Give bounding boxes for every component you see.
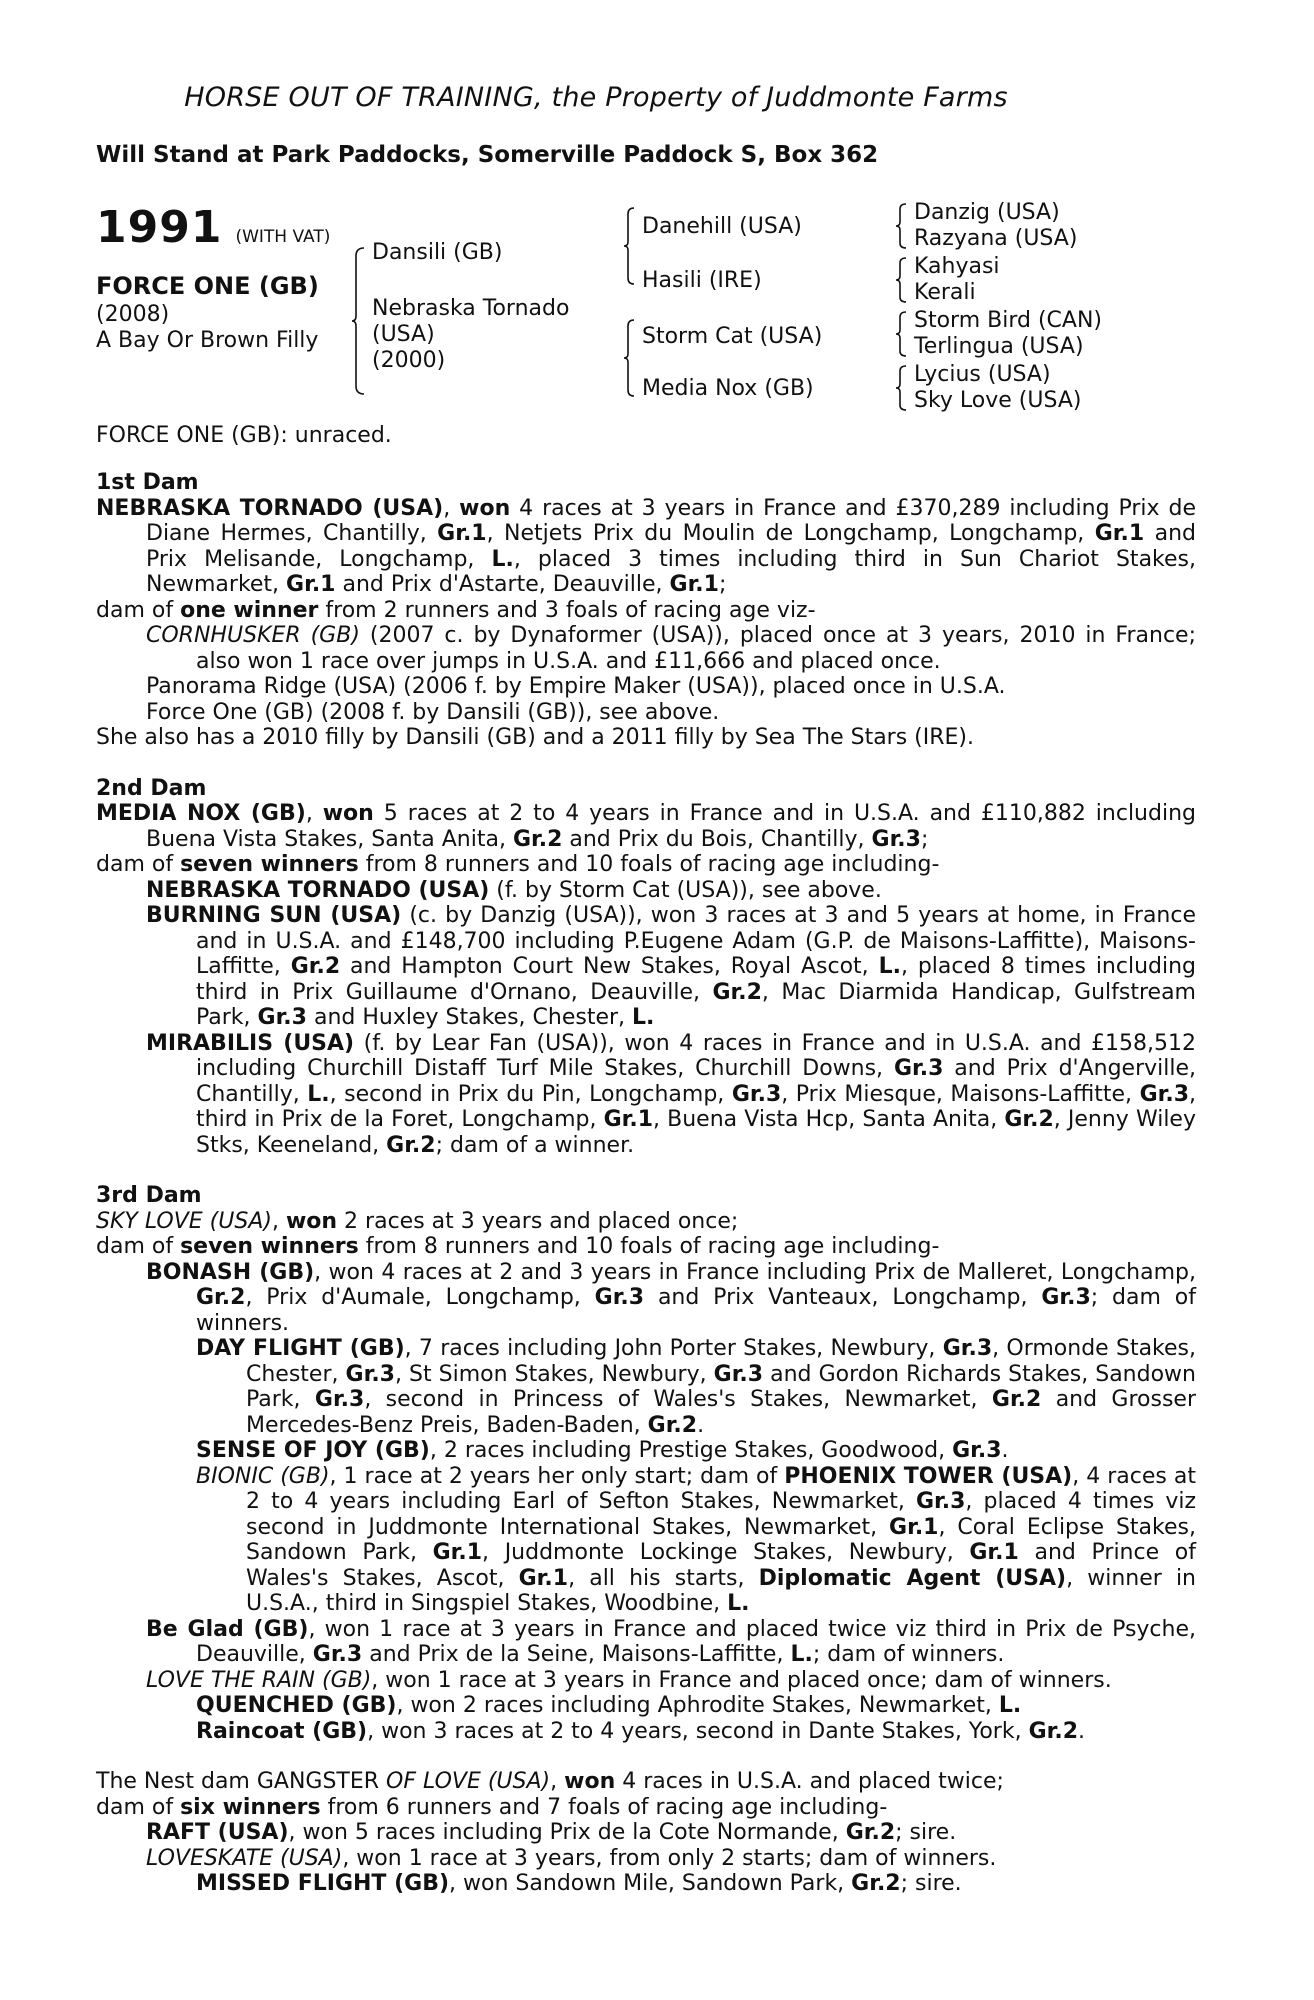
spacer <box>96 1158 1196 1183</box>
record-text: (c. by Danzig (USA)), won 3 races at 3 and 5 years at home, in France and in U.S.A. and £148,700 including P.Eugene Adam (G.P. de Maisons-Laffitte), Maisons-Laffitte, <box>196 903 1196 979</box>
horse-year: (2008) <box>96 302 170 327</box>
record-text: , won 2 races including Aphrodite Stakes, Newmarket, <box>396 1693 999 1718</box>
record-text: and Huxley Stakes, Chester, <box>306 1005 633 1030</box>
grade-label: Gr.2 <box>1004 1107 1054 1132</box>
grade-label: Gr.2 <box>647 1412 698 1438</box>
pedigree-sire-dam: Hasili (IRE) <box>642 268 762 293</box>
record-text: from 6 runners and 7 foals of racing age including- <box>320 1794 888 1820</box>
grade-label: Gr.3 <box>345 1361 395 1387</box>
record-text: and Prix d'Angerville, Chantilly, <box>196 1056 1196 1107</box>
record-text: , winner in U.S.A., third in Singspiel Stakes, Woodbine, <box>246 1565 1196 1616</box>
stand-location: Will Stand at Park Paddocks, Somerville Paddock S, Box 362 <box>96 142 879 168</box>
produce-entry <box>96 903 1196 1031</box>
grade-label: Gr.3 <box>314 1387 365 1412</box>
pedigree-bracket-icon <box>624 206 636 286</box>
record-text: . <box>697 1412 705 1438</box>
record-text: and Hampton Court New Stakes, Royal Ascot, <box>340 954 879 979</box>
record-text: and Prince of Wales's Stakes, Ascot, <box>246 1540 1196 1591</box>
won-label: won <box>564 1769 616 1794</box>
lot-number: 1991 <box>96 202 223 253</box>
grade-label: L. <box>307 1081 330 1107</box>
grade-label: Gr.1 <box>603 1107 654 1132</box>
record-text: 4 races at 3 years in France and £370,289 including Prix de Diane Hermes, Chantilly, <box>146 495 1196 546</box>
second-dam-produce-summary <box>96 852 1196 878</box>
record-text: , Coral Eclipse Stakes, Sandown Park, <box>246 1514 1196 1565</box>
produce-name: Be Glad (GB) <box>146 1616 309 1642</box>
grade-label: L. <box>998 1693 1022 1718</box>
third-dam-title: 3rd Dam <box>96 1183 202 1208</box>
record-text: , second in Prix du Pin, Longchamp, <box>329 1081 732 1107</box>
grade-label: Gr.1 <box>432 1540 483 1565</box>
winners-count: six winners <box>180 1794 321 1820</box>
record-text: ; dam of winners. <box>812 1642 1005 1667</box>
grade-label: L. <box>878 954 901 979</box>
pedigree-bracket-icon <box>352 246 366 396</box>
pedigree-bracket-icon <box>896 364 908 412</box>
pedigree-dsd: Terlingua (USA) <box>914 334 1084 359</box>
grade-label: Gr.3 <box>713 1361 764 1387</box>
first-dam-record: NEBRASKA TORNADO (USA), won 4 races at 3 years in France and £370,289 including Prix de Diane Hermes, Chantilly, Gr.1, Netjets Prix du Moulin de Longchamp, Longchamp, Gr.1 and Prix Melisande, Longchamp, L., placed 3 times including third in Sun Chariot Stakes, Newmarket, Gr.1 and Prix d'Astarte, Deauville, Gr.1; <box>96 495 1196 597</box>
record-text: and Prix Melisande, Longchamp, <box>146 521 1196 572</box>
produce-entry <box>96 1846 1196 1872</box>
record-text: from 8 runners and 10 foals of racing age including- <box>358 1234 940 1259</box>
record-text: , Juddmonte Lockinge Stakes, Newbury, <box>482 1540 970 1565</box>
pedigree-dss: Storm Bird (CAN) <box>914 308 1102 333</box>
produce-entry: Force One (GB) (2008 f. by Dansili (GB)), see above. <box>146 699 720 725</box>
record-text: 2 races at 3 years and placed once; <box>337 1208 739 1234</box>
record-text: from 2 runners and 3 foals of racing age viz- <box>318 597 816 623</box>
race-record: FORCE ONE (GB): unraced. <box>96 423 392 448</box>
record-text: , 4 races at 2 to 4 years including Earl of Sefton Stakes, Newmarket, <box>246 1463 1197 1514</box>
pedigree-sds: Kahyasi <box>914 254 1000 279</box>
winners-count: seven winners <box>180 852 359 877</box>
record-text: ; dam of a winner. <box>435 1132 635 1158</box>
grade-label: Gr.3 <box>312 1642 363 1667</box>
third-dam-name: SKY LOVE (USA) <box>96 1208 272 1234</box>
record-text: from 8 runners and 10 foals of racing age including- <box>358 852 940 877</box>
grade-label: Gr.3 <box>952 1438 1002 1463</box>
produce-name: BIONIC (GB) <box>196 1463 330 1489</box>
page-heading: HORSE OUT OF TRAINING, the Property of Juddmonte Farms <box>184 82 1008 113</box>
grade-label: Gr.2 <box>512 826 563 852</box>
won-label: won <box>322 801 374 826</box>
produce-entry <box>96 623 1196 674</box>
spacer <box>96 751 1196 776</box>
record-text: dam of <box>96 852 181 877</box>
produce-name: QUENCHED (GB) <box>196 1693 397 1718</box>
produce-entry <box>96 1871 1196 1897</box>
record-text: , won 1 race at 3 years in France and placed once; dam of winners. <box>371 1667 1112 1693</box>
produce-entry <box>96 1031 1196 1159</box>
record-text: dam of <box>96 1234 181 1259</box>
pedigree-dam-country: (USA) <box>372 322 435 347</box>
pedigree-dam-name: Nebraska Tornado <box>372 296 570 321</box>
record-text: , won 4 races at 2 and 3 years in France including Prix de Malleret, Longchamp, <box>314 1259 1196 1285</box>
pedigree-bracket-icon <box>624 318 636 398</box>
produce-entry <box>96 878 1196 904</box>
record-text: and Prix du Bois, Chantilly, <box>562 826 872 852</box>
produce-entry <box>96 1617 1196 1668</box>
produce-name: Diplomatic Agent (USA) <box>758 1565 1067 1591</box>
produce-name: MISSED FLIGHT (GB) <box>196 1871 450 1896</box>
record-text: dam of <box>96 1794 181 1820</box>
second-dam-title: 2nd Dam <box>96 775 207 801</box>
pedigree-sdd: Kerali <box>914 280 976 305</box>
grade-label: L. <box>491 546 514 572</box>
record-text: , Mac Diarmida Handicap, Gulfstream Park, <box>196 979 1196 1030</box>
record-text: The Nest dam GANGSTER <box>96 1769 387 1794</box>
grade-label: Gr.1 <box>969 1540 1019 1565</box>
pedigree-dds: Lycius (USA) <box>914 362 1051 387</box>
third-dam-produce-summary <box>96 1234 1196 1260</box>
grade-label: L. <box>632 1005 655 1030</box>
produce-entry <box>96 1668 1196 1694</box>
pedigree-ssd: Razyana (USA) <box>914 226 1078 251</box>
grade-label: Gr.3 <box>871 826 921 852</box>
record-text: , Netjets Prix du Moulin de Longchamp, Longchamp, <box>486 521 1095 546</box>
record-text: and Prix de la Seine, Maisons-Laffitte, <box>362 1642 791 1667</box>
record-text: and Grosser Mercedes-Benz Preis, Baden-Baden, <box>246 1387 1197 1438</box>
record-text: , Prix Miesque, Maisons-Laffitte, <box>781 1081 1140 1107</box>
produce-entry <box>96 1719 1196 1745</box>
produce-entry <box>96 1336 1196 1438</box>
record-text: 4 races in U.S.A. and placed twice; <box>615 1769 1004 1794</box>
record-text: , all his starts, <box>568 1565 759 1591</box>
pedigree-bracket-icon <box>896 310 908 358</box>
pedigree-sire: Dansili (GB) <box>372 240 503 265</box>
record-text: ; <box>920 826 929 852</box>
first-dam-also: She also has a 2010 filly by Dansili (GB) and a 2011 filly by Sea The Stars (IRE). <box>96 725 975 750</box>
grade-label: Gr.3 <box>594 1285 645 1310</box>
record-text: (2007 c. by Dynaformer (USA)), placed once at 3 years, 2010 in France; also won 1 race over jumps in U.S.A. and £11,666 and placed once. <box>196 623 1196 674</box>
next-dam-name: OF LOVE (USA) <box>386 1769 551 1794</box>
record-text: , 1 race at 2 years her only start; dam of <box>329 1463 785 1489</box>
record-text: , third in Prix de la Foret, Longchamp, <box>196 1081 1197 1132</box>
record-text: (f. by Lear Fan (USA)), won 4 races in France and in U.S.A. and £158,512 including Churchill Distaff Turf Mile Stakes, Churchill Downs, <box>196 1030 1196 1081</box>
grade-label: Gr.3 <box>731 1081 782 1107</box>
produce-name: NEBRASKA TORNADO (USA) <box>146 877 490 903</box>
record-text: , Ormonde Stakes, Chester, <box>246 1336 1197 1387</box>
produce-entry <box>96 1693 1196 1719</box>
grade-label: Gr.1 <box>518 1565 569 1591</box>
winners-count: one winner <box>180 597 319 623</box>
second-dam-name: MEDIA NOX (GB) <box>96 801 306 826</box>
horse-description: A Bay Or Brown Filly <box>96 328 319 353</box>
pedigree-sss: Danzig (USA) <box>914 200 1060 225</box>
record-text: . <box>1078 1718 1085 1744</box>
next-dam-record <box>96 1769 1196 1795</box>
vat-label: (WITH VAT) <box>235 227 331 247</box>
pedigree-ddd: Sky Love (USA) <box>914 388 1082 413</box>
pedigree-dam <box>372 296 569 374</box>
grade-label: Gr.1 <box>889 1514 939 1540</box>
record-text: , St Simon Stakes, Newbury, <box>394 1361 714 1387</box>
produce-name: LOVESKATE (USA) <box>146 1845 343 1871</box>
lot-number-row <box>96 202 331 253</box>
record-text: dam of <box>96 597 181 623</box>
won-label: won <box>459 495 511 521</box>
first-dam-name: NEBRASKA TORNADO (USA) <box>96 495 444 521</box>
produce-name: RAFT (USA) <box>146 1820 289 1845</box>
produce-name: Raincoat (GB) <box>196 1718 368 1744</box>
third-dam-record: SKY LOVE (USA), won 2 races at 3 years and placed once; <box>96 1208 739 1234</box>
grade-label: Gr.2 <box>1028 1718 1078 1744</box>
pedigree-dam-sire: Storm Cat (USA) <box>642 324 823 349</box>
record-text: , won 1 race at 3 years in France and placed twice viz third in Prix de Psyche, Deauville, <box>196 1616 1196 1667</box>
pedigree-dam-dam: Media Nox (GB) <box>642 376 814 401</box>
spacer <box>96 1744 1196 1769</box>
grade-label: L. <box>727 1591 750 1616</box>
grade-label: Gr.3 <box>1041 1285 1091 1310</box>
record-text: , <box>550 1769 565 1794</box>
produce-name: CORNHUSKER (GB) <box>146 623 360 648</box>
grade-label: Gr.3 <box>942 1336 993 1361</box>
produce-entry <box>96 1464 1196 1617</box>
grade-label: Gr.2 <box>845 1820 896 1845</box>
grade-label: L. <box>790 1642 813 1667</box>
grade-label: Gr.2 <box>712 979 762 1005</box>
record-text: , Buena Vista Hcp, Santa Anita, <box>653 1107 1005 1132</box>
produce-name: BONASH (GB) <box>146 1259 315 1285</box>
grade-label: Gr.2 <box>290 954 341 979</box>
won-label: won <box>285 1208 338 1234</box>
grade-label: Gr.1 <box>669 572 719 597</box>
record-text: , Jenny Wiley Stks, Keeneland, <box>196 1107 1196 1158</box>
grade-label: Gr.3 <box>915 1489 966 1514</box>
grade-label: Gr.2 <box>196 1285 246 1310</box>
record-text: , won Sandown Mile, Sandown Park, <box>449 1871 852 1896</box>
record-text: and Gordon Richards Stakes, Sandown Park, <box>246 1361 1196 1412</box>
record-text: , won 1 race at 3 years, from only 2 starts; dam of winners. <box>342 1845 997 1871</box>
pedigree-dam-year: (2000) <box>372 348 446 373</box>
produce-entry <box>96 1260 1196 1337</box>
record-text: (f. by Storm Cat (USA)), see above. <box>489 877 882 903</box>
produce-entry <box>96 1820 1196 1846</box>
catalogue-body <box>96 470 1196 1897</box>
record-text: ; sire. <box>895 1820 957 1845</box>
first-dam-produce-summary <box>96 598 1196 624</box>
first-dam-title: 1st Dam <box>96 470 199 495</box>
record-text: , placed 8 times including third in Prix Guillaume d'Ornano, Deauville, <box>196 954 1197 1005</box>
record-text: , second in Princess of Wales's Stakes, Newmarket, <box>364 1387 992 1412</box>
pedigree-block <box>96 200 1196 450</box>
grade-label: Gr.2 <box>991 1387 1042 1412</box>
record-text: and Prix Vanteaux, Longchamp, <box>644 1285 1042 1310</box>
record-text: . <box>1001 1438 1009 1463</box>
grade-label: Gr.1 <box>437 521 487 546</box>
produce-name: BURNING SUN (USA) <box>146 903 402 928</box>
second-dam-record: MEDIA NOX (GB), won 5 races at 2 to 4 years in France and in U.S.A. and £110,882 including Buena Vista Stakes, Santa Anita, Gr.2 and Prix du Bois, Chantilly, Gr.3; <box>96 801 1196 852</box>
produce-name: SENSE OF JOY (GB) <box>196 1438 430 1463</box>
record-text: ; sire. <box>900 1871 962 1896</box>
grade-label: Gr.3 <box>257 1005 307 1030</box>
winners-count: seven winners <box>180 1234 359 1259</box>
record-text: , 7 races including John Porter Stakes, Newbury, <box>404 1336 943 1361</box>
pedigree-sire-sire: Danehill (USA) <box>642 214 802 239</box>
pedigree-bracket-icon <box>896 202 908 250</box>
record-text: , placed 3 times including third in Sun Chariot Stakes, Newmarket, <box>146 546 1196 597</box>
produce-name: DAY FLIGHT (GB) <box>196 1336 405 1361</box>
grade-label: Gr.1 <box>286 572 336 597</box>
record-text: ; dam of winners. <box>196 1285 1196 1336</box>
next-dam-produce-summary <box>96 1795 1196 1821</box>
grade-label: Gr.3 <box>893 1056 944 1081</box>
record-text: , 2 races including Prestige Stakes, Goodwood, <box>429 1438 953 1463</box>
grade-label: Gr.1 <box>1094 521 1145 546</box>
record-text: 5 races at 2 to 4 years in France and in U.S.A. and £110,882 including Buena Vista Stakes, Santa Anita, <box>146 801 1196 852</box>
grade-label: Gr.2 <box>851 1871 901 1896</box>
produce-name: LOVE THE RAIN (GB) <box>146 1667 372 1693</box>
produce-name: MIRABILIS (USA) <box>146 1030 355 1056</box>
record-text: , won 5 races including Prix de la Cote Normande, <box>288 1820 846 1845</box>
record-text: , won 3 races at 2 to 4 years, second in Dante Stakes, York, <box>367 1718 1029 1744</box>
record-text: and Prix d'Astarte, Deauville, <box>335 572 670 597</box>
grade-label: Gr.2 <box>386 1132 436 1158</box>
record-text: , Prix d'Aumale, Longchamp, <box>245 1285 595 1310</box>
grade-label: Gr.3 <box>1139 1081 1190 1107</box>
pedigree-bracket-icon <box>896 256 908 304</box>
produce-entry <box>96 1438 1196 1464</box>
produce-entry: Panorama Ridge (USA) (2006 f. by Empire Maker (USA)), placed once in U.S.A. <box>146 674 1006 699</box>
produce-name: PHOENIX TOWER (USA) <box>784 1463 1073 1489</box>
record-text: , placed 4 times viz second in Juddmonte International Stakes, Newmarket, <box>246 1489 1196 1540</box>
record-text: ; <box>718 572 727 597</box>
horse-name: FORCE ONE (GB) <box>96 272 319 300</box>
